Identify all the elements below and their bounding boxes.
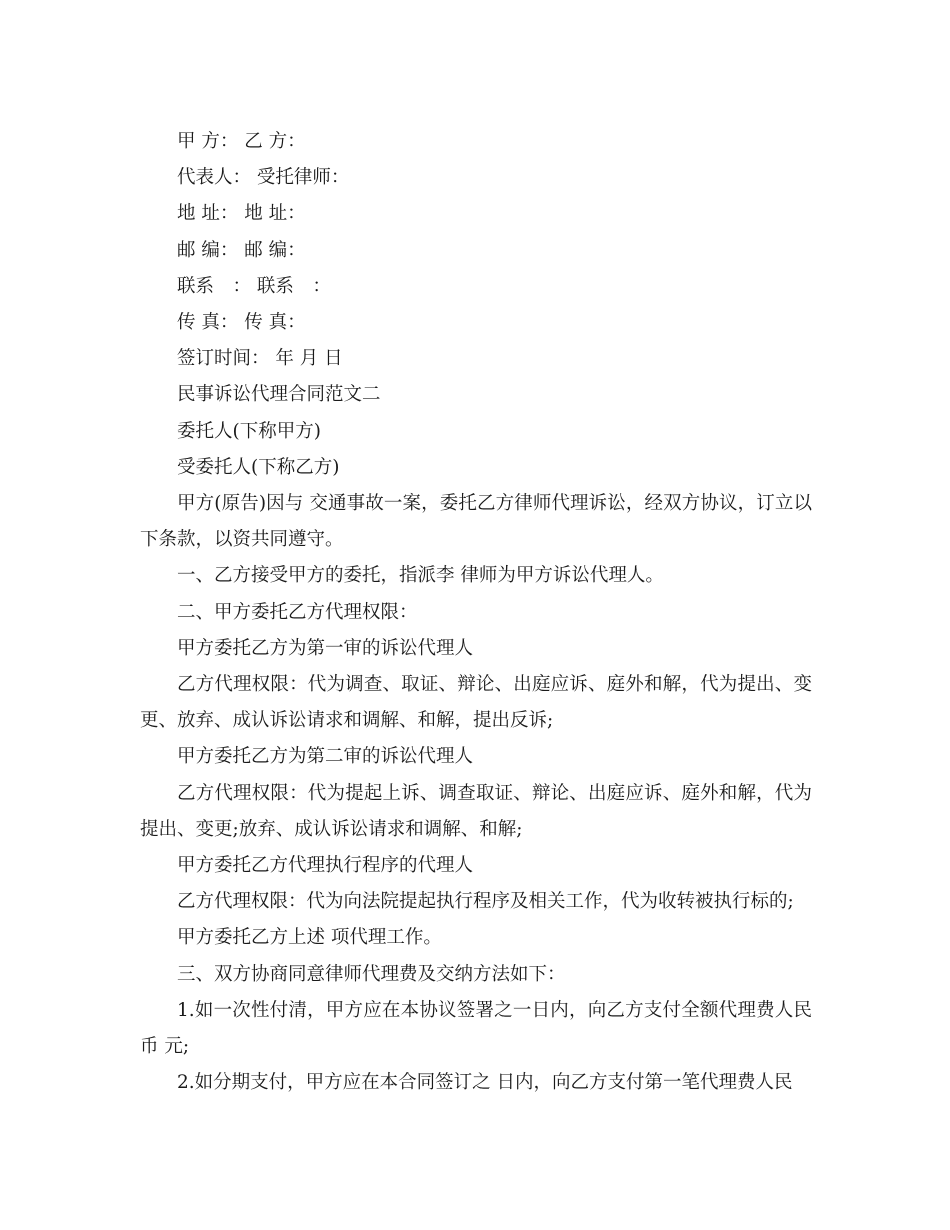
execution-powers: 乙方代理权限：代为向法院提起执行程序及相关工作，代为收转被执行标的; (177, 891, 794, 913)
document-body (140, 124, 812, 1101)
fee-option-1: 1.如一次性付清，甲方应在本协议签署之一日内，向乙方支付全额代理费人民币 元; (140, 999, 812, 1058)
party-header-line: 甲 方： 乙 方： (177, 131, 306, 152)
contact-line: 联系 ： 联系 ： (177, 275, 331, 297)
fee-option-2: 2.如分期支付，甲方应在本合同签订之 日内，向乙方支付第一笔代理费人民 (177, 1072, 793, 1094)
second-instance-powers: 乙方代理权限：代为提起上诉、调查取证、辩论、出庭应诉、庭外和解，代为提出、变更;放弃、成认诉讼请求和调解、和解; (140, 782, 812, 840)
representative-line: 代表人： 受托律师： (177, 167, 350, 189)
agent-line: 受委托人(下称乙方) (177, 456, 340, 478)
execution-line: 甲方委托乙方代理执行程序的代理人 (177, 855, 474, 877)
signing-date-line: 签订时间： 年 月 日 (177, 348, 343, 370)
first-instance-line: 甲方委托乙方为第一审的诉讼代理人 (177, 637, 474, 659)
section-title: 民事诉讼代理合同范文二 (177, 384, 381, 406)
second-instance-line: 甲方委托乙方为第二审的诉讼代理人 (177, 746, 474, 768)
fax-line: 传 真： 传 真： (177, 312, 306, 334)
principal-line: 委托人(下称甲方) (177, 420, 321, 442)
postcode-line: 邮 编： 邮 编： (177, 239, 306, 261)
clause-1: 一、乙方接受甲方的委托，指派李 律师为甲方诉讼代理人。 (177, 565, 664, 587)
clause-2-heading: 二、甲方委托乙方代理权限： (177, 601, 418, 623)
preamble-paragraph: 甲方(原告)因与 交通事故一案，委托乙方律师代理诉讼，经双方协议，订立以下条款，以资共同遵守。 (140, 493, 812, 551)
first-instance-powers: 乙方代理权限：代为调查、取证、辩论、出庭应诉、庭外和解，代为提出、变更、放弃、成认诉讼请求和调解、和解，提出反诉; (140, 674, 812, 732)
scope-line: 甲方委托乙方上述 项代理工作。 (177, 927, 442, 949)
clause-3-heading: 三、双方协商同意律师代理费及交纳方法如下： (177, 963, 566, 985)
address-line: 地 址： 地 址： (177, 203, 306, 225)
